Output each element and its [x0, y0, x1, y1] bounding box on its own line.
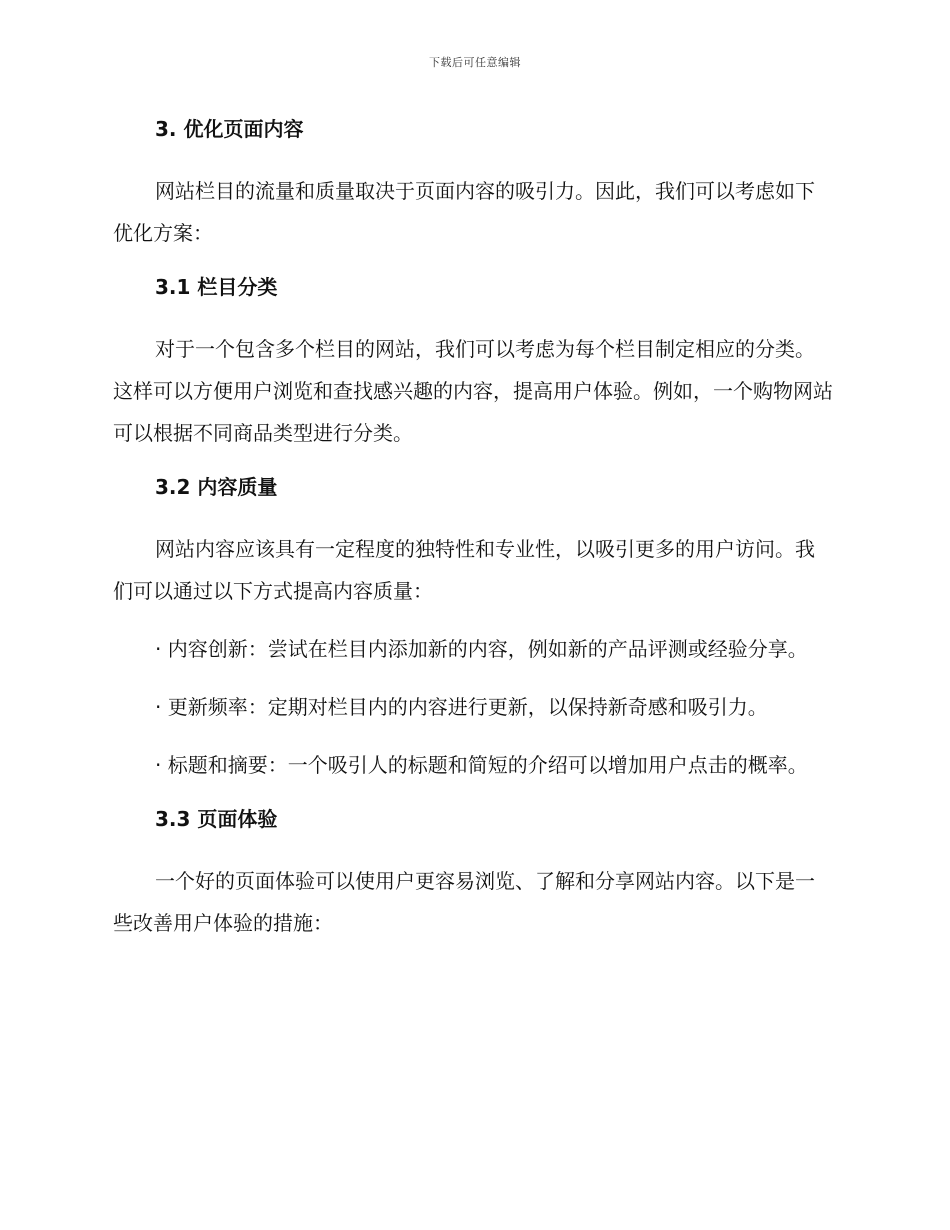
- categories-paragraph: 对于一个包含多个栏目的网站，我们可以考虑为每个栏目制定相应的分类。这样可以方便用户浏览和查找感兴趣的内容，提高用户体验。例如，一个购物网站可以根据不同商品类型进行分类。: [113, 337, 833, 445]
- page-header: 下载后可任意编辑: [429, 56, 521, 69]
- subsection-heading-categories: 3.1 栏目分类: [155, 275, 278, 299]
- document-body: [113, 112, 833, 944]
- bullet-item: · 标题和摘要：一个吸引人的标题和简短的介绍可以增加用户点击的概率。: [155, 753, 808, 777]
- experience-paragraph: 一个好的页面体验可以使用户更容易浏览、了解和分享网站内容。以下是一些改善用户体验的措施：: [113, 869, 815, 935]
- intro-paragraph: 网站栏目的流量和质量取决于页面内容的吸引力。因此，我们可以考虑如下优化方案：: [113, 179, 815, 245]
- subsection-heading-experience: 3.3 页面体验: [155, 807, 278, 831]
- subsection-heading-quality: 3.2 内容质量: [155, 475, 278, 499]
- bullet-item: · 更新频率：定期对栏目内的内容进行更新，以保持新奇感和吸引力。: [155, 695, 768, 719]
- quality-paragraph: 网站内容应该具有一定程度的独特性和专业性，以吸引更多的用户访问。我们可以通过以下方式提高内容质量：: [113, 537, 815, 603]
- bullet-item: · 内容创新：尝试在栏目内添加新的内容，例如新的产品评测或经验分享。: [155, 637, 808, 661]
- section-heading: 3. 优化页面内容: [155, 117, 304, 141]
